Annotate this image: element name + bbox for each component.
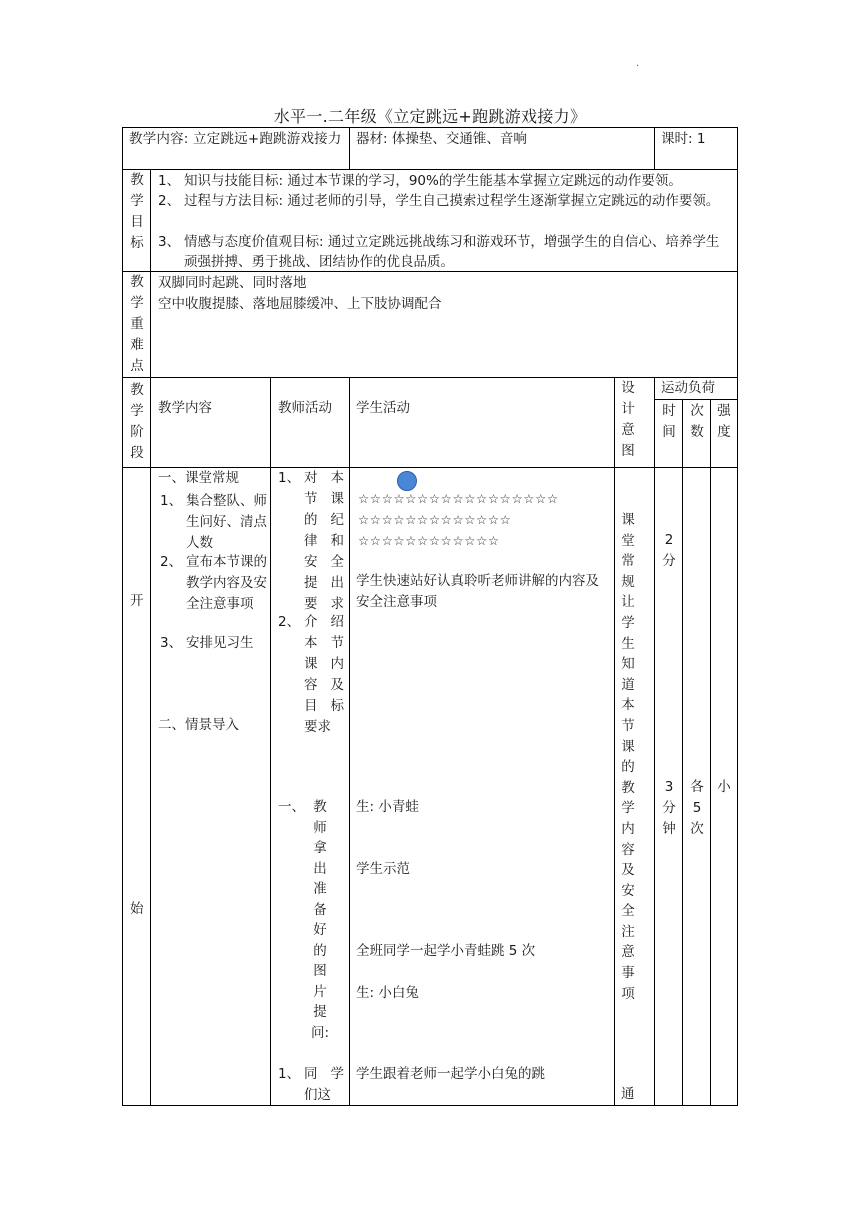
student-activity: 学生快速站好认真聆听老师讲解的内容及安全注意事项 — [356, 573, 599, 610]
page-dot: . — [636, 58, 640, 69]
col-count: 次数 — [690, 403, 704, 440]
teacher-item-num: 2、 — [278, 614, 301, 630]
content-item-text: 宣布本节课的教学内容及安全注意事项 — [186, 554, 267, 612]
student-activity: 学生示范 — [356, 861, 410, 877]
key-point-line: 空中收腹提膝、落地屈膝缓冲、上下肢协调配合 — [158, 296, 442, 312]
student-formation-stars: ☆☆☆☆☆☆☆☆☆☆☆☆☆☆☆☆☆ — [358, 491, 559, 506]
teacher-item-num: 一、 — [278, 799, 305, 815]
content-item-text: 安排见习生 — [186, 635, 254, 651]
student-activity: 全班同学一起学小青蛙跳 5 次 — [356, 943, 536, 959]
key-points-label: 教学重难点 — [130, 274, 144, 374]
content-item — [160, 633, 270, 654]
objective-text: 知识与技能目标: 通过本节课的学习，90%的学生能基本掌握立定跳远的动作要领。 — [184, 173, 682, 189]
objective-text: 情感与态度价值观目标: 通过立定跳远挑战练习和游戏环节，增强学生的自信心、培养学生顽强拼搏、勇于挑战、团结协作的优良品质。 — [184, 234, 720, 270]
design-intent: 通 — [621, 1086, 635, 1102]
content-item-num: 1、 — [160, 493, 183, 509]
objective-item — [158, 232, 732, 272]
student-formation-stars: ☆☆☆☆☆☆☆☆☆☆☆☆ — [358, 533, 500, 548]
objective-text: 过程与方法目标: 通过老师的引导，学生自己摸索过程学生逐渐掌握立定跳远的动作要领。 — [184, 193, 720, 209]
objective-num: 1、 — [158, 173, 181, 189]
objective-num: 2、 — [158, 193, 181, 209]
column-header-row — [122, 377, 738, 468]
key-point-line: 双脚同时起跳、同时落地 — [158, 275, 307, 291]
objectives-label: 教学目标 — [130, 172, 144, 251]
col-design: 设计意图 — [621, 380, 635, 459]
student-activity: 学生跟着老师一起学小白兔的跳 — [356, 1066, 545, 1082]
student-formation-stars: ☆☆☆☆☆☆☆☆☆☆☆☆☆ — [358, 512, 512, 527]
load-time: 3分钟 — [662, 779, 676, 837]
content-item — [160, 491, 270, 551]
load-intensity: 小 — [717, 779, 731, 795]
content-item-num: 3、 — [160, 635, 183, 651]
content-item — [160, 552, 270, 636]
col-stage: 教学阶段 — [130, 382, 144, 461]
header-content-cell: 教学内容: 立定跳远+跑跳游戏接力 — [129, 131, 342, 147]
teacher-item-text: 同学们这 — [304, 1066, 344, 1103]
header-equipment-cell: 器材: 体操垫、交通锥、音响 — [356, 131, 527, 147]
objective-item — [158, 191, 732, 231]
objective-item — [158, 171, 738, 191]
design-intent: 课堂常规让学生知道本节课的教学内容及安全注意事项 — [621, 512, 635, 1002]
content-item-num: 2、 — [160, 554, 183, 570]
objective-num: 3、 — [158, 234, 181, 250]
col-time: 时间 — [662, 403, 676, 440]
header-period-cell: 课时: 1 — [661, 131, 706, 147]
col-intensity: 强度 — [717, 403, 731, 440]
load-count: 各5次 — [690, 779, 704, 837]
page-title: 水平一.二年级《立定跳远+跑跳游戏接力》 — [273, 107, 587, 126]
stage-char: 始 — [130, 901, 144, 917]
teacher-item-text: 介绍本节课内容及目标要求 — [304, 614, 344, 735]
col-content: 教学内容 — [158, 400, 212, 416]
content-section: 一、课堂常规 — [158, 470, 239, 486]
col-teacher: 教师活动 — [278, 400, 332, 416]
teacher-item-text: 对本节课的纪律和安全提出要求 — [304, 470, 344, 612]
teacher-item-num: 1、 — [278, 1066, 301, 1082]
student-activity: 生: 小青蛙 — [356, 799, 419, 815]
col-student: 学生活动 — [356, 400, 410, 416]
student-activity: 生: 小白兔 — [356, 985, 419, 1001]
teacher-item-num: 1、 — [278, 470, 301, 486]
teacher-item-text: 教师拿出准备好的图片提问: — [311, 799, 330, 1041]
content-item-text: 集合整队、师生问好、清点人数 — [186, 493, 267, 551]
content-section: 二、情景导入 — [158, 717, 239, 733]
load-time: 2分 — [662, 532, 676, 569]
col-load: 运动负荷 — [661, 380, 715, 396]
stage-char: 开 — [130, 593, 144, 609]
